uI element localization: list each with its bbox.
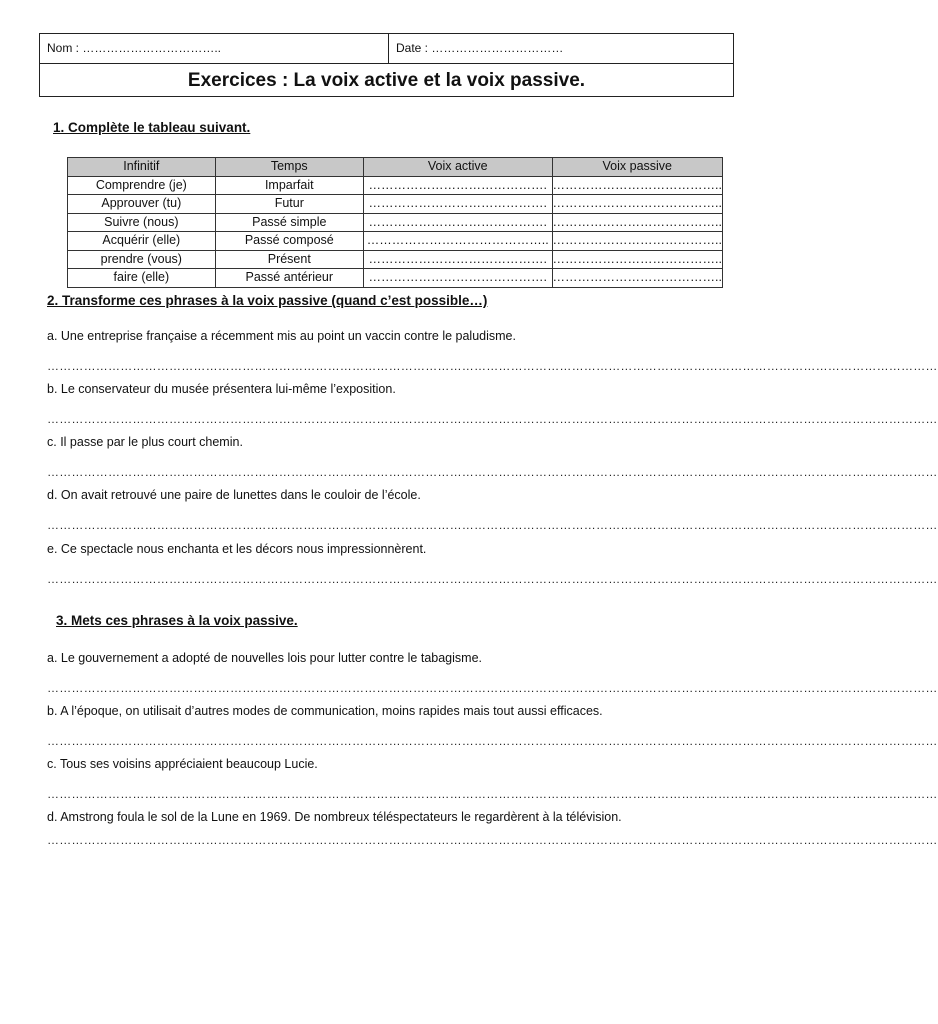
column-header: Voix passive xyxy=(552,158,722,177)
column-header: Infinitif xyxy=(68,158,216,177)
infinitive-cell: Acquérir (elle) xyxy=(68,232,216,251)
section2-title: 2. Transforme ces phrases à la voix passive (quand c’est possible…) xyxy=(47,293,488,308)
sentence-2b: b. Le conservateur du musée présentera lui-même l’exposition. xyxy=(47,382,396,396)
passive-voice-blank[interactable]: ………………………………….. xyxy=(552,232,722,251)
passive-voice-blank[interactable]: ………………………………….. xyxy=(552,250,722,269)
header-fields xyxy=(40,34,733,64)
answer-line[interactable]: ………………………………………………………………………………………………………………………………………………………………………………………………… xyxy=(47,787,938,801)
active-voice-blank[interactable]: ……………………………………. xyxy=(363,269,552,288)
sentence-2e: e. Ce spectacle nous enchanta et les décors nous impressionnèrent. xyxy=(47,542,427,556)
infinitive-cell: Approuver (tu) xyxy=(68,195,216,214)
active-voice-blank[interactable]: ……………………………………. xyxy=(363,250,552,269)
answer-line[interactable]: ………………………………………………………………………………………………………………………………………………………………………………………………… xyxy=(47,833,938,847)
passive-voice-blank[interactable]: ………………………………….. xyxy=(552,195,722,214)
sentence-3d: d. Amstrong foula le sol de la Lune en 1969. De nombreux téléspectateurs le regardèrent à la télévision. xyxy=(47,810,622,824)
active-voice-blank[interactable]: ……………………………………. xyxy=(363,195,552,214)
section1-title: 1. Complète le tableau suivant. xyxy=(53,120,251,135)
tense-cell: Passé antérieur xyxy=(215,269,363,288)
answer-line[interactable]: ………………………………………………………………………………………………………………………………………………………………………………………………… xyxy=(47,412,938,426)
page-title: Exercices : La voix active et la voix passive. xyxy=(187,70,586,91)
section3-title: 3. Mets ces phrases à la voix passive. xyxy=(56,613,298,628)
infinitive-cell: faire (elle) xyxy=(68,269,216,288)
table-row xyxy=(68,250,723,269)
sentence-2c: c. Il passe par le plus court chemin. xyxy=(47,435,243,449)
header-box xyxy=(39,33,734,97)
table-row xyxy=(68,213,723,232)
answer-line[interactable]: ………………………………………………………………………………………………………………………………………………………………………………………………… xyxy=(47,681,938,695)
conjugation-table xyxy=(67,157,723,288)
answer-line[interactable]: ………………………………………………………………………………………………………………………………………………………………………………………………… xyxy=(47,518,938,532)
tense-cell: Passé simple xyxy=(215,213,363,232)
infinitive-cell: prendre (vous) xyxy=(68,250,216,269)
sentence-3a: a. Le gouvernement a adopté de nouvelles lois pour lutter contre le tabagisme. xyxy=(47,651,482,665)
passive-voice-blank[interactable]: ………………………………….. xyxy=(552,269,722,288)
passive-voice-blank[interactable]: ………………………………….. xyxy=(552,213,722,232)
infinitive-cell: Comprendre (je) xyxy=(68,176,216,195)
table-header-row xyxy=(68,158,723,177)
sentence-2d: d. On avait retrouvé une paire de lunettes dans le couloir de l’école. xyxy=(47,488,421,502)
sentence-2a: a. Une entreprise française a récemment mis au point un vaccin contre le paludisme. xyxy=(47,329,516,343)
table-row xyxy=(68,269,723,288)
name-field[interactable]: Nom : …………………………….. xyxy=(40,34,389,63)
active-voice-blank[interactable]: ……………………………………. xyxy=(363,213,552,232)
answer-line[interactable]: ………………………………………………………………………………………………………………………………………………………………………………………………… xyxy=(47,359,938,373)
answer-line[interactable]: ………………………………………………………………………………………………………………………………………………………………………………………………… xyxy=(47,734,938,748)
sentence-3c: c. Tous ses voisins appréciaient beaucoup Lucie. xyxy=(47,757,318,771)
tense-cell: Présent xyxy=(215,250,363,269)
date-field[interactable]: Date : …………………………… xyxy=(396,41,564,55)
column-header: Voix active xyxy=(363,158,552,177)
infinitive-cell: Suivre (nous) xyxy=(68,213,216,232)
tense-cell: Passé composé xyxy=(215,232,363,251)
tense-cell: Futur xyxy=(215,195,363,214)
tense-cell: Imparfait xyxy=(215,176,363,195)
active-voice-blank[interactable]: ……………………………………. xyxy=(363,176,552,195)
sentence-3b: b. A l’époque, on utilisait d’autres modes de communication, moins rapides mais tout aussi efficaces. xyxy=(47,704,603,718)
column-header: Temps xyxy=(215,158,363,177)
table-row xyxy=(68,176,723,195)
table-row xyxy=(68,195,723,214)
answer-line[interactable]: ………………………………………………………………………………………………………………………………………………………………………………………………… xyxy=(47,465,938,479)
passive-voice-blank[interactable]: ………………………………….. xyxy=(552,176,722,195)
table-row xyxy=(68,232,723,251)
answer-line[interactable]: ………………………………………………………………………………………………………………………………………………………………………………………………… xyxy=(47,572,938,586)
active-voice-blank[interactable]: …………………………………….. xyxy=(363,232,552,251)
